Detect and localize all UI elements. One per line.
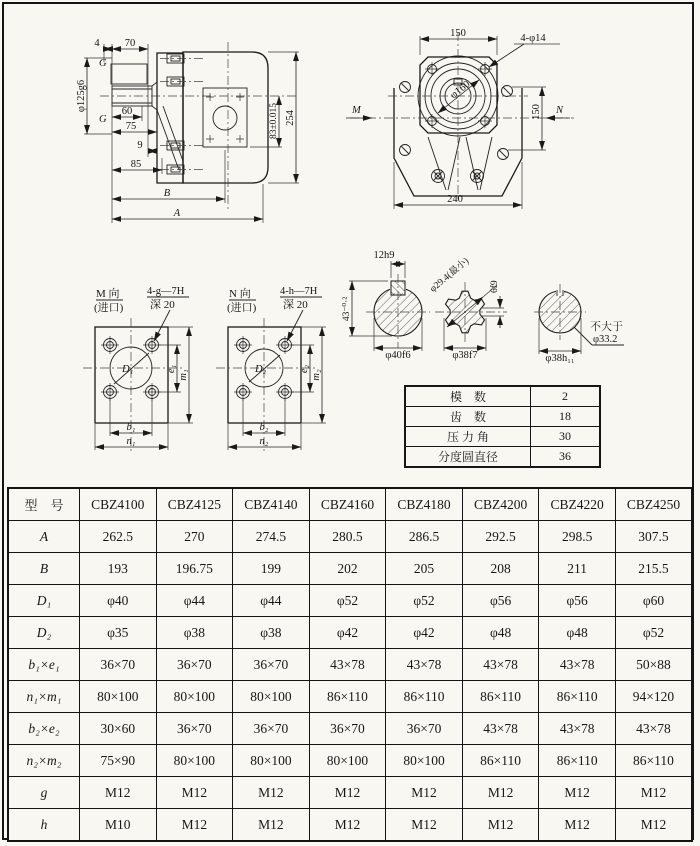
row-label: h <box>8 809 80 842</box>
gear-table-row <box>405 386 600 407</box>
table-row <box>8 521 692 553</box>
spec-table-body <box>8 521 692 842</box>
dim-shaft3-dia: φ38h₁₁ <box>545 353 575 364</box>
table-cell: 36×70 <box>156 713 233 745</box>
table-row <box>8 809 692 842</box>
table-cell: M12 <box>309 809 386 842</box>
table-cell: φ56 <box>462 585 539 617</box>
table-cell: 80×100 <box>386 745 463 777</box>
table-cell: 86×110 <box>386 681 463 713</box>
table-cell: 36×70 <box>80 649 157 681</box>
dim-shaft-dia: φ125g6 <box>76 79 87 113</box>
shaft-key-section <box>342 250 430 361</box>
table-cell: 50×88 <box>615 649 692 681</box>
table-cell: 80×100 <box>156 681 233 713</box>
dim-254: 254 <box>285 110 296 126</box>
flange-n-thread: 4-h—7H <box>280 286 318 297</box>
gear-param-label: 齿 数 <box>405 407 531 427</box>
table-cell: φ42 <box>386 617 463 649</box>
table-cell: 196.75 <box>156 553 233 585</box>
table-cell: φ38 <box>233 617 310 649</box>
max-dia-note-line2: φ33.2 <box>593 334 618 345</box>
shaft-plain-section <box>534 284 624 364</box>
table-cell: 36×70 <box>156 649 233 681</box>
table-cell: 298.5 <box>539 521 616 553</box>
flange-n-port: (进口) <box>227 302 257 314</box>
table-cell: 80×100 <box>309 745 386 777</box>
table-cell: M12 <box>156 777 233 809</box>
row-label: b₂×e₂ <box>8 713 80 745</box>
table-cell: M12 <box>462 777 539 809</box>
dim-b2: b₂ <box>259 422 269 433</box>
flange-m-depth: 深 20 <box>150 299 175 311</box>
flange-n-view <box>216 286 326 452</box>
gear-param-label: 压 力 角 <box>405 427 531 447</box>
bore-label-d2: D₂ <box>255 364 267 375</box>
gear-table-row <box>405 447 600 468</box>
gear-table-row <box>405 407 600 427</box>
dim-shaft2-dia: φ38f7 <box>452 350 478 361</box>
table-cell: 36×70 <box>233 713 310 745</box>
model-header: CBZ4125 <box>156 488 233 521</box>
table-cell: φ52 <box>386 585 463 617</box>
table-cell: φ52 <box>615 617 692 649</box>
row-label: A <box>8 521 80 553</box>
flange-m-thread: 4-g—7H <box>147 286 185 297</box>
dim-B: B <box>163 188 171 199</box>
gear-table-row <box>405 427 600 447</box>
table-cell: 193 <box>80 553 157 585</box>
shaft-spline-section <box>427 255 507 361</box>
bore-label-d1: D₁ <box>122 364 134 375</box>
model-header: CBZ4220 <box>539 488 616 521</box>
table-cell: 43×78 <box>539 649 616 681</box>
table-cell: M12 <box>386 809 463 842</box>
table-cell: M12 <box>615 777 692 809</box>
dim-spline-tooth: 6f9 <box>490 280 500 293</box>
flange-n-title: N 向 <box>229 288 251 300</box>
model-header: CBZ4180 <box>386 488 463 521</box>
spec-table <box>7 487 693 842</box>
table-cell: M12 <box>233 777 310 809</box>
table-cell: φ48 <box>539 617 616 649</box>
table-cell: M12 <box>539 777 616 809</box>
table-cell: φ48 <box>462 617 539 649</box>
dim-83: 83±0.015 <box>269 102 279 140</box>
table-cell: 80×100 <box>233 745 310 777</box>
table-cell: M12 <box>309 777 386 809</box>
dim-spline-min-dia: φ29.4(最小) <box>428 256 472 295</box>
table-cell: M12 <box>233 809 310 842</box>
dim-70: 70 <box>124 38 136 49</box>
table-row <box>8 713 692 745</box>
gear-param-label: 模 数 <box>405 386 531 407</box>
thread-label-g-bottom: G <box>99 114 107 125</box>
dim-b1: b₁ <box>126 422 136 433</box>
dim-e1: e₁ <box>166 364 177 374</box>
table-cell: 86×110 <box>309 681 386 713</box>
table-cell: 43×78 <box>462 713 539 745</box>
dim-150-right: 150 <box>531 104 542 120</box>
model-header-corner: 型 号 <box>8 488 80 521</box>
table-cell: 274.5 <box>233 521 310 553</box>
table-row <box>8 617 692 649</box>
dim-60: 60 <box>121 106 133 117</box>
table-cell: M12 <box>462 809 539 842</box>
gear-param-value: 30 <box>531 427 601 447</box>
dim-spigot-dia: φ160 <box>448 78 473 102</box>
gear-param-value: 2 <box>531 386 601 407</box>
gear-param-label: 分度圆直径 <box>405 447 531 468</box>
table-row <box>8 649 692 681</box>
row-label: n₂×m₂ <box>8 745 80 777</box>
table-cell: 86×110 <box>539 745 616 777</box>
row-label: b₁×e₁ <box>8 649 80 681</box>
table-cell: 286.5 <box>386 521 463 553</box>
dim-e2: e₂ <box>299 364 310 374</box>
model-header: CBZ4140 <box>233 488 310 521</box>
table-cell: 75×90 <box>80 745 157 777</box>
model-header: CBZ4250 <box>615 488 692 521</box>
table-cell: 86×110 <box>462 745 539 777</box>
table-cell: 30×60 <box>80 713 157 745</box>
table-cell: 43×78 <box>539 713 616 745</box>
flange-m-port: (进口) <box>94 302 124 314</box>
table-cell: 280.5 <box>309 521 386 553</box>
table-cell: 86×110 <box>462 681 539 713</box>
table-cell: φ44 <box>156 585 233 617</box>
table-row <box>8 777 692 809</box>
table-cell: 211 <box>539 553 616 585</box>
gear-parameter-table <box>404 385 601 468</box>
row-label: n₁×m₁ <box>8 681 80 713</box>
table-cell: 202 <box>309 553 386 585</box>
table-cell: 86×110 <box>615 745 692 777</box>
dim-shaft1-dia: φ40f6 <box>385 350 411 361</box>
flange-m-view <box>83 286 193 452</box>
table-cell: φ35 <box>80 617 157 649</box>
dim-key-width: 12h9 <box>373 250 395 261</box>
table-cell: 307.5 <box>615 521 692 553</box>
table-cell: φ52 <box>309 585 386 617</box>
dir-M-label: M <box>352 105 361 116</box>
max-dia-note-line1: 不大于 <box>590 321 623 333</box>
dim-A: A <box>173 208 181 219</box>
spec-table-header-row <box>8 488 692 521</box>
table-cell: φ38 <box>156 617 233 649</box>
dim-240: 240 <box>447 194 463 205</box>
row-label: D₂ <box>8 617 80 649</box>
table-cell: 94×120 <box>615 681 692 713</box>
table-cell: 215.5 <box>615 553 692 585</box>
model-header: CBZ4160 <box>309 488 386 521</box>
dim-key-height: 43⁻⁰·² <box>342 296 352 322</box>
thread-label-g-top: G <box>99 58 107 69</box>
table-cell: φ40 <box>80 585 157 617</box>
dim-m1: m₁ <box>178 369 189 381</box>
dim-75: 75 <box>125 121 137 132</box>
table-cell: 199 <box>233 553 310 585</box>
side-view-drawing <box>76 38 299 223</box>
table-row <box>8 681 692 713</box>
table-cell: M12 <box>539 809 616 842</box>
dir-N-label: N <box>556 105 564 116</box>
dim-9: 9 <box>137 140 143 151</box>
table-cell: φ44 <box>233 585 310 617</box>
table-cell: 262.5 <box>80 521 157 553</box>
gear-param-value: 18 <box>531 407 601 427</box>
table-cell: 43×78 <box>309 649 386 681</box>
table-cell: 205 <box>386 553 463 585</box>
flange-n-depth: 深 20 <box>283 299 308 311</box>
table-cell: 80×100 <box>233 681 310 713</box>
table-cell: M12 <box>615 809 692 842</box>
table-cell: 80×100 <box>156 745 233 777</box>
dim-150-top: 150 <box>450 28 466 39</box>
table-cell: M10 <box>80 809 157 842</box>
model-header: CBZ4100 <box>80 488 157 521</box>
table-cell: 43×78 <box>462 649 539 681</box>
table-cell: 80×100 <box>80 681 157 713</box>
table-cell: 43×78 <box>615 713 692 745</box>
table-cell: 36×70 <box>386 713 463 745</box>
dim-85: 85 <box>130 159 142 170</box>
table-cell: 43×78 <box>386 649 463 681</box>
table-cell: M12 <box>156 809 233 842</box>
table-row <box>8 553 692 585</box>
table-row <box>8 585 692 617</box>
holes-count-note: 4-φ14 <box>520 33 546 44</box>
row-label: B <box>8 553 80 585</box>
model-header: CBZ4200 <box>462 488 539 521</box>
table-cell: 292.5 <box>462 521 539 553</box>
row-label: g <box>8 777 80 809</box>
dim-m2: m₂ <box>311 369 322 381</box>
flange-m-title: M 向 <box>96 288 120 300</box>
table-cell: 36×70 <box>233 649 310 681</box>
table-cell: M12 <box>386 777 463 809</box>
dim-n1: n₁ <box>126 436 136 447</box>
dim-n2: n₂ <box>259 436 269 447</box>
table-cell: 86×110 <box>539 681 616 713</box>
gear-param-value: 36 <box>531 447 601 468</box>
table-cell: φ60 <box>615 585 692 617</box>
table-cell: 36×70 <box>309 713 386 745</box>
gear-table-body <box>405 386 600 467</box>
table-cell: φ56 <box>539 585 616 617</box>
table-cell: φ42 <box>309 617 386 649</box>
table-cell: 208 <box>462 553 539 585</box>
table-row <box>8 745 692 777</box>
front-view-drawing <box>346 28 574 209</box>
table-cell: M12 <box>80 777 157 809</box>
row-label: D₁ <box>8 585 80 617</box>
table-cell: 270 <box>156 521 233 553</box>
dim-4: 4 <box>94 38 100 49</box>
